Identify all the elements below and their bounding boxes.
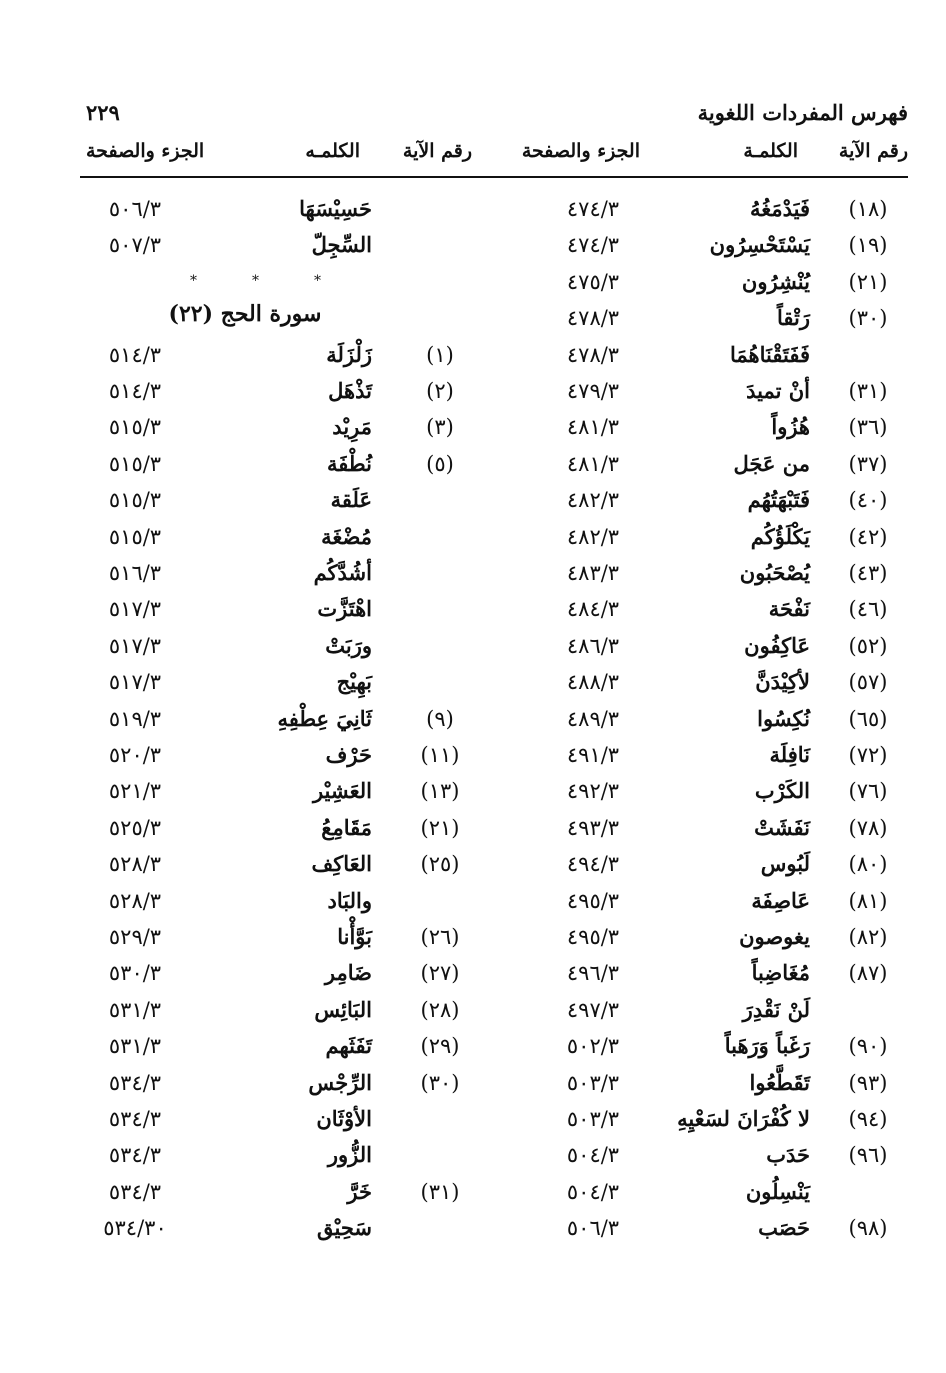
vocabulary-word: بَهِيْج bbox=[336, 669, 372, 695]
volume-page-ref: ٤٨٣/٣ bbox=[566, 561, 620, 585]
vocabulary-word: مَقَامِعُ bbox=[321, 814, 372, 840]
volume-page-ref: ٥٠٤/٣ bbox=[566, 1179, 620, 1204]
left-column bbox=[80, 192, 490, 1272]
vocabulary-word: رَتْقاً bbox=[776, 305, 810, 331]
index-row bbox=[498, 520, 908, 554]
verse-number: (٣١) bbox=[420, 1179, 460, 1204]
index-row bbox=[498, 956, 908, 990]
vocabulary-word: الأوْثَان bbox=[316, 1106, 372, 1131]
verse-number: (١) bbox=[426, 342, 454, 367]
vocabulary-word: العَاكِف bbox=[311, 851, 372, 877]
index-row bbox=[80, 447, 490, 481]
volume-page-ref: ٥٣٤/٣ bbox=[108, 1070, 162, 1095]
index-row bbox=[498, 556, 908, 590]
index-row bbox=[498, 629, 908, 663]
volume-page-ref: ٤٨٨/٣ bbox=[566, 670, 620, 695]
verse-number: (٣) bbox=[426, 415, 454, 440]
vocabulary-word: يَكْلَؤُكُم bbox=[750, 523, 810, 549]
verse-number: (٩) bbox=[426, 706, 454, 731]
vocabulary-word: العَشِيْر bbox=[312, 778, 372, 804]
index-row bbox=[80, 1066, 490, 1100]
vocabulary-word: لا كُفْرَانَ لسَعْيِهِ bbox=[677, 1106, 810, 1131]
volume-page-ref: ٥٠٤/٣ bbox=[566, 1143, 620, 1168]
volume-page-ref: ٤٧٨/٣ bbox=[566, 306, 620, 331]
vocabulary-word: من عَجَل bbox=[733, 450, 810, 476]
left-ref-header: الجزء والصفحة bbox=[86, 140, 205, 162]
vocabulary-word: بَوَّأْنا bbox=[337, 924, 372, 949]
index-row bbox=[80, 338, 490, 372]
vocabulary-word: ثَانِيَ عِطْفِهِ bbox=[277, 705, 372, 731]
index-row bbox=[80, 1175, 490, 1209]
vocabulary-word: يغوصون bbox=[739, 924, 810, 949]
index-row bbox=[498, 847, 908, 881]
volume-page-ref: ٥١٥/٣ bbox=[108, 451, 162, 476]
verse-number: (١١) bbox=[420, 743, 460, 767]
left-verse-header: رقم الآية bbox=[402, 140, 472, 162]
volume-page-ref: ٥٠٢/٣ bbox=[566, 1034, 620, 1059]
index-row bbox=[80, 228, 490, 262]
volume-page-ref: ٥٣٤/٣٠ bbox=[103, 1216, 167, 1241]
index-row bbox=[498, 228, 908, 262]
volume-page-ref: ٤٩٥/٣ bbox=[566, 888, 620, 913]
index-row bbox=[80, 520, 490, 554]
index-row bbox=[498, 265, 908, 299]
index-row bbox=[498, 192, 908, 226]
volume-page-ref: ٤٨٦/٣ bbox=[566, 633, 620, 658]
volume-page-ref: ٤٩٧/٣ bbox=[566, 997, 620, 1022]
volume-page-ref: ٥١٧/٣ bbox=[108, 597, 162, 622]
index-row bbox=[498, 738, 908, 772]
volume-page-ref: ٤٩٣/٣ bbox=[566, 815, 620, 840]
volume-page-ref: ٥٣١/٣ bbox=[108, 1034, 162, 1059]
verse-number: (٤٠) bbox=[848, 488, 888, 513]
index-row bbox=[80, 374, 490, 408]
volume-page-ref: ٤٧٤/٣ bbox=[566, 233, 620, 258]
vocabulary-word: يُنْشِرُون bbox=[741, 268, 810, 294]
verse-number: (٧٨) bbox=[848, 815, 888, 840]
vocabulary-word: رَغَباً وَرَهَباً bbox=[724, 1033, 810, 1059]
volume-page-ref: ٤٧٥/٣ bbox=[566, 269, 620, 294]
volume-page-ref: ٤٧٨/٣ bbox=[566, 342, 620, 367]
verse-number: (٦٥) bbox=[848, 706, 888, 731]
index-row bbox=[498, 374, 908, 408]
index-row bbox=[498, 665, 908, 699]
volume-page-ref: ٥٢٨/٣ bbox=[108, 888, 162, 913]
separator-stars bbox=[190, 265, 440, 299]
vocabulary-word: فَيَدْمَغُهُ bbox=[749, 196, 810, 221]
volume-page-ref: ٥٠٣/٣ bbox=[566, 1070, 620, 1095]
volume-page-ref: ٥٠٣/٣ bbox=[566, 1107, 620, 1131]
verse-number: (٩٤) bbox=[848, 1107, 888, 1131]
volume-page-ref: ٤٨٩/٣ bbox=[566, 706, 620, 731]
volume-page-ref: ٤٩٦/٣ bbox=[566, 961, 620, 986]
index-row bbox=[498, 338, 908, 372]
vocabulary-word: نُطْفَة bbox=[327, 450, 372, 476]
verse-number: (٧٦) bbox=[848, 779, 888, 804]
volume-page-ref: ٤٨١/٣ bbox=[566, 415, 620, 440]
volume-page-ref: ٤٩٢/٣ bbox=[566, 779, 620, 804]
vocabulary-word: خَرَّ bbox=[347, 1178, 372, 1204]
vocabulary-word: سَحِيْق bbox=[316, 1215, 372, 1241]
vocabulary-word: ورَبَتْ bbox=[325, 632, 372, 658]
left-word-header: الكلمـه bbox=[305, 140, 360, 162]
vocabulary-word: عَاكِفُون bbox=[744, 632, 810, 658]
vocabulary-word: فَتَبْهَتُهُم bbox=[747, 487, 810, 513]
vocabulary-word: ضَامِر bbox=[324, 960, 372, 986]
vocabulary-word: تَذْهَل bbox=[328, 378, 372, 403]
verse-number: (٣٠) bbox=[848, 306, 888, 331]
index-row bbox=[80, 592, 490, 626]
verse-number: (٣٧) bbox=[848, 451, 888, 476]
page-number: ٢٢٩ bbox=[86, 100, 120, 125]
index-row bbox=[80, 665, 490, 699]
vocabulary-word: تَقَطَّعُوا bbox=[749, 1069, 810, 1095]
vocabulary-word: السِّجِلّ bbox=[311, 232, 372, 258]
index-row bbox=[80, 1102, 490, 1136]
volume-page-ref: ٥١٤/٣ bbox=[108, 379, 162, 403]
volume-page-ref: ٥٢٨/٣ bbox=[108, 852, 162, 877]
volume-page-ref: ٤٩١/٣ bbox=[566, 743, 620, 767]
verse-number: (٤٣) bbox=[848, 561, 888, 585]
verse-number: (٢٨) bbox=[420, 997, 460, 1022]
volume-page-ref: ٤٧٤/٣ bbox=[566, 197, 620, 221]
verse-number: (٣١) bbox=[848, 379, 888, 403]
vocabulary-word: الرِّجْس bbox=[308, 1069, 372, 1095]
volume-page-ref: ٥١٥/٣ bbox=[108, 415, 162, 440]
header-rule bbox=[80, 176, 908, 178]
index-row bbox=[498, 702, 908, 736]
right-verse-header: رقم الآية bbox=[838, 140, 908, 162]
verse-number: (٥) bbox=[426, 451, 454, 476]
verse-number: (٢٥) bbox=[420, 852, 460, 877]
vocabulary-word: نَفَشَتْ bbox=[754, 814, 810, 840]
volume-page-ref: ٥٢٥/٣ bbox=[108, 815, 162, 840]
index-row bbox=[498, 447, 908, 481]
vocabulary-word: حَسِيْسَهَا bbox=[299, 196, 372, 221]
verse-number: (٢٧) bbox=[420, 961, 460, 986]
verse-number: (٨٢) bbox=[848, 925, 888, 949]
volume-page-ref: ٥١٥/٣ bbox=[108, 524, 162, 549]
verse-number: (٤٢) bbox=[848, 524, 888, 549]
index-row bbox=[80, 993, 490, 1027]
volume-page-ref: ٥١٩/٣ bbox=[108, 706, 162, 731]
vocabulary-word: الكَرْب bbox=[754, 778, 810, 804]
volume-page-ref: ٥٣٤/٣ bbox=[108, 1107, 162, 1131]
right-column bbox=[498, 192, 908, 1272]
index-row bbox=[498, 1066, 908, 1100]
volume-page-ref: ٥١٤/٣ bbox=[108, 342, 162, 367]
index-row bbox=[80, 556, 490, 590]
vocabulary-word: حَدَب bbox=[766, 1142, 810, 1168]
index-row bbox=[80, 1029, 490, 1063]
verse-number: (٨٠) bbox=[848, 852, 888, 877]
volume-page-ref: ٥٠٦/٣ bbox=[566, 1216, 620, 1241]
index-row bbox=[80, 920, 490, 954]
volume-page-ref: ٥١٥/٣ bbox=[108, 488, 162, 513]
volume-page-ref: ٤٨٢/٣ bbox=[566, 488, 620, 513]
vocabulary-word: يُصْحَبُون bbox=[739, 560, 810, 585]
vocabulary-word: حَرْف bbox=[325, 742, 372, 767]
right-ref-header: الجزء والصفحة bbox=[521, 140, 640, 162]
vocabulary-word: لأكِيْدَنَّ bbox=[755, 669, 810, 695]
verse-number: (٩٦) bbox=[848, 1143, 888, 1168]
index-row bbox=[498, 1102, 908, 1136]
volume-page-ref: ٥٢١/٣ bbox=[108, 779, 162, 804]
vocabulary-word: فَفَتَقْنَاهُمَا bbox=[730, 341, 810, 367]
vocabulary-word: البَائِس bbox=[314, 996, 372, 1022]
volume-page-ref: ٥٣٠/٣ bbox=[108, 961, 162, 986]
index-row bbox=[498, 993, 908, 1027]
verse-number: (٢١) bbox=[420, 815, 460, 840]
star-glyph: * bbox=[314, 272, 321, 289]
vocabulary-word: نَفْحَة bbox=[768, 596, 810, 622]
verse-number: (٣٦) bbox=[848, 415, 888, 440]
volume-page-ref: ٥٠٧/٣ bbox=[108, 233, 162, 258]
index-row bbox=[498, 1175, 908, 1209]
volume-page-ref: ٥٠٦/٣ bbox=[108, 197, 162, 221]
vocabulary-word: مُغَاضِباً bbox=[751, 960, 810, 986]
vocabulary-word: مُضْغَة bbox=[321, 523, 372, 549]
surah-heading: سورة الحج (٢٢) bbox=[168, 301, 322, 328]
vocabulary-word: يَنْسِلُون bbox=[745, 1178, 810, 1204]
index-row bbox=[80, 629, 490, 663]
index-row bbox=[498, 483, 908, 517]
index-row bbox=[498, 592, 908, 626]
verse-number: (١٨) bbox=[848, 197, 888, 221]
vocabulary-word: يَسْتَحْسِرُون bbox=[709, 232, 810, 258]
column-headers bbox=[80, 140, 908, 170]
verse-number: (٥٧) bbox=[848, 670, 888, 695]
volume-page-ref: ٤٧٩/٣ bbox=[566, 379, 620, 403]
volume-page-ref: ٥١٧/٣ bbox=[108, 670, 162, 695]
index-row bbox=[80, 1211, 490, 1245]
index-row bbox=[80, 884, 490, 918]
page-title: فهرس المفردات اللغوية bbox=[697, 100, 908, 125]
volume-page-ref: ٤٨١/٣ bbox=[566, 451, 620, 476]
vocabulary-word: لَبُوس bbox=[760, 851, 810, 877]
verse-number: (٣٠) bbox=[420, 1070, 460, 1095]
verse-number: (٩٠) bbox=[848, 1034, 888, 1059]
verse-number: (٢٦) bbox=[420, 925, 460, 949]
index-row bbox=[498, 774, 908, 808]
volume-page-ref: ٥٣٤/٣ bbox=[108, 1179, 162, 1204]
verse-number: (٢١) bbox=[848, 269, 888, 294]
verse-number: (٧٢) bbox=[848, 743, 888, 767]
right-word-header: الكلمـة bbox=[743, 140, 798, 162]
volume-page-ref: ٥١٧/٣ bbox=[108, 633, 162, 658]
star-glyph: * bbox=[190, 272, 197, 289]
running-head bbox=[80, 100, 908, 132]
vocabulary-word: عَلَقة bbox=[330, 487, 372, 513]
vocabulary-word: والبَاد bbox=[327, 887, 372, 913]
verse-number: (٨١) bbox=[848, 888, 888, 913]
index-row bbox=[498, 1211, 908, 1245]
index-row bbox=[498, 884, 908, 918]
verse-number: (٥٢) bbox=[848, 633, 888, 658]
index-row bbox=[80, 738, 490, 772]
index-row bbox=[80, 847, 490, 881]
volume-page-ref: ٥١٦/٣ bbox=[108, 561, 162, 585]
index-row bbox=[80, 774, 490, 808]
vocabulary-word: أشُدَّكُم bbox=[313, 560, 372, 585]
volume-page-ref: ٥٣١/٣ bbox=[108, 997, 162, 1022]
volume-page-ref: ٥٢٩/٣ bbox=[108, 925, 162, 949]
verse-number: (٨٧) bbox=[848, 961, 888, 986]
index-row bbox=[80, 811, 490, 845]
vocabulary-word: لَنْ نَقْدِرَ bbox=[742, 996, 810, 1022]
volume-page-ref: ٤٨٢/٣ bbox=[566, 524, 620, 549]
index-row bbox=[498, 920, 908, 954]
vocabulary-word: عَاصِفَة bbox=[751, 887, 810, 913]
verse-number: (٩٣) bbox=[848, 1070, 888, 1095]
vocabulary-word: الزُّور bbox=[327, 1142, 372, 1168]
verse-number: (٩٨) bbox=[848, 1216, 888, 1241]
index-row bbox=[80, 956, 490, 990]
index-row bbox=[80, 1138, 490, 1172]
verse-number: (٤٦) bbox=[848, 597, 888, 622]
volume-page-ref: ٤٩٤/٣ bbox=[566, 852, 620, 877]
index-row bbox=[80, 192, 490, 226]
star-glyph: * bbox=[252, 272, 259, 289]
index-row bbox=[498, 301, 908, 335]
vocabulary-word: اهْتَزَّت bbox=[317, 596, 372, 622]
index-row bbox=[498, 1029, 908, 1063]
vocabulary-word: مَرِيْد bbox=[332, 414, 372, 440]
index-row bbox=[80, 702, 490, 736]
verse-number: (٢٩) bbox=[420, 1034, 460, 1059]
index-row bbox=[80, 483, 490, 517]
index-row bbox=[498, 811, 908, 845]
verse-number: (٢) bbox=[426, 379, 454, 403]
volume-page-ref: ٤٨٤/٣ bbox=[566, 597, 620, 622]
volume-page-ref: ٤٩٥/٣ bbox=[566, 925, 620, 949]
vocabulary-word: أنْ تميدَ bbox=[746, 378, 810, 403]
vocabulary-word: حَصَب bbox=[758, 1215, 810, 1241]
volume-page-ref: ٥٣٤/٣ bbox=[108, 1143, 162, 1168]
index-row bbox=[80, 410, 490, 444]
vocabulary-word: هُزُواً bbox=[771, 414, 810, 440]
index-row bbox=[498, 410, 908, 444]
index-row bbox=[498, 1138, 908, 1172]
volume-page-ref: ٥٢٠/٣ bbox=[108, 743, 162, 767]
verse-number: (١٣) bbox=[420, 779, 460, 804]
vocabulary-word: تَفَثَهم bbox=[325, 1033, 372, 1059]
vocabulary-word: نَافِلَة bbox=[769, 742, 810, 767]
vocabulary-word: زَلْزَلَة bbox=[326, 341, 372, 367]
verse-number: (١٩) bbox=[848, 233, 888, 258]
vocabulary-word: نُكِسُوا bbox=[757, 705, 810, 731]
